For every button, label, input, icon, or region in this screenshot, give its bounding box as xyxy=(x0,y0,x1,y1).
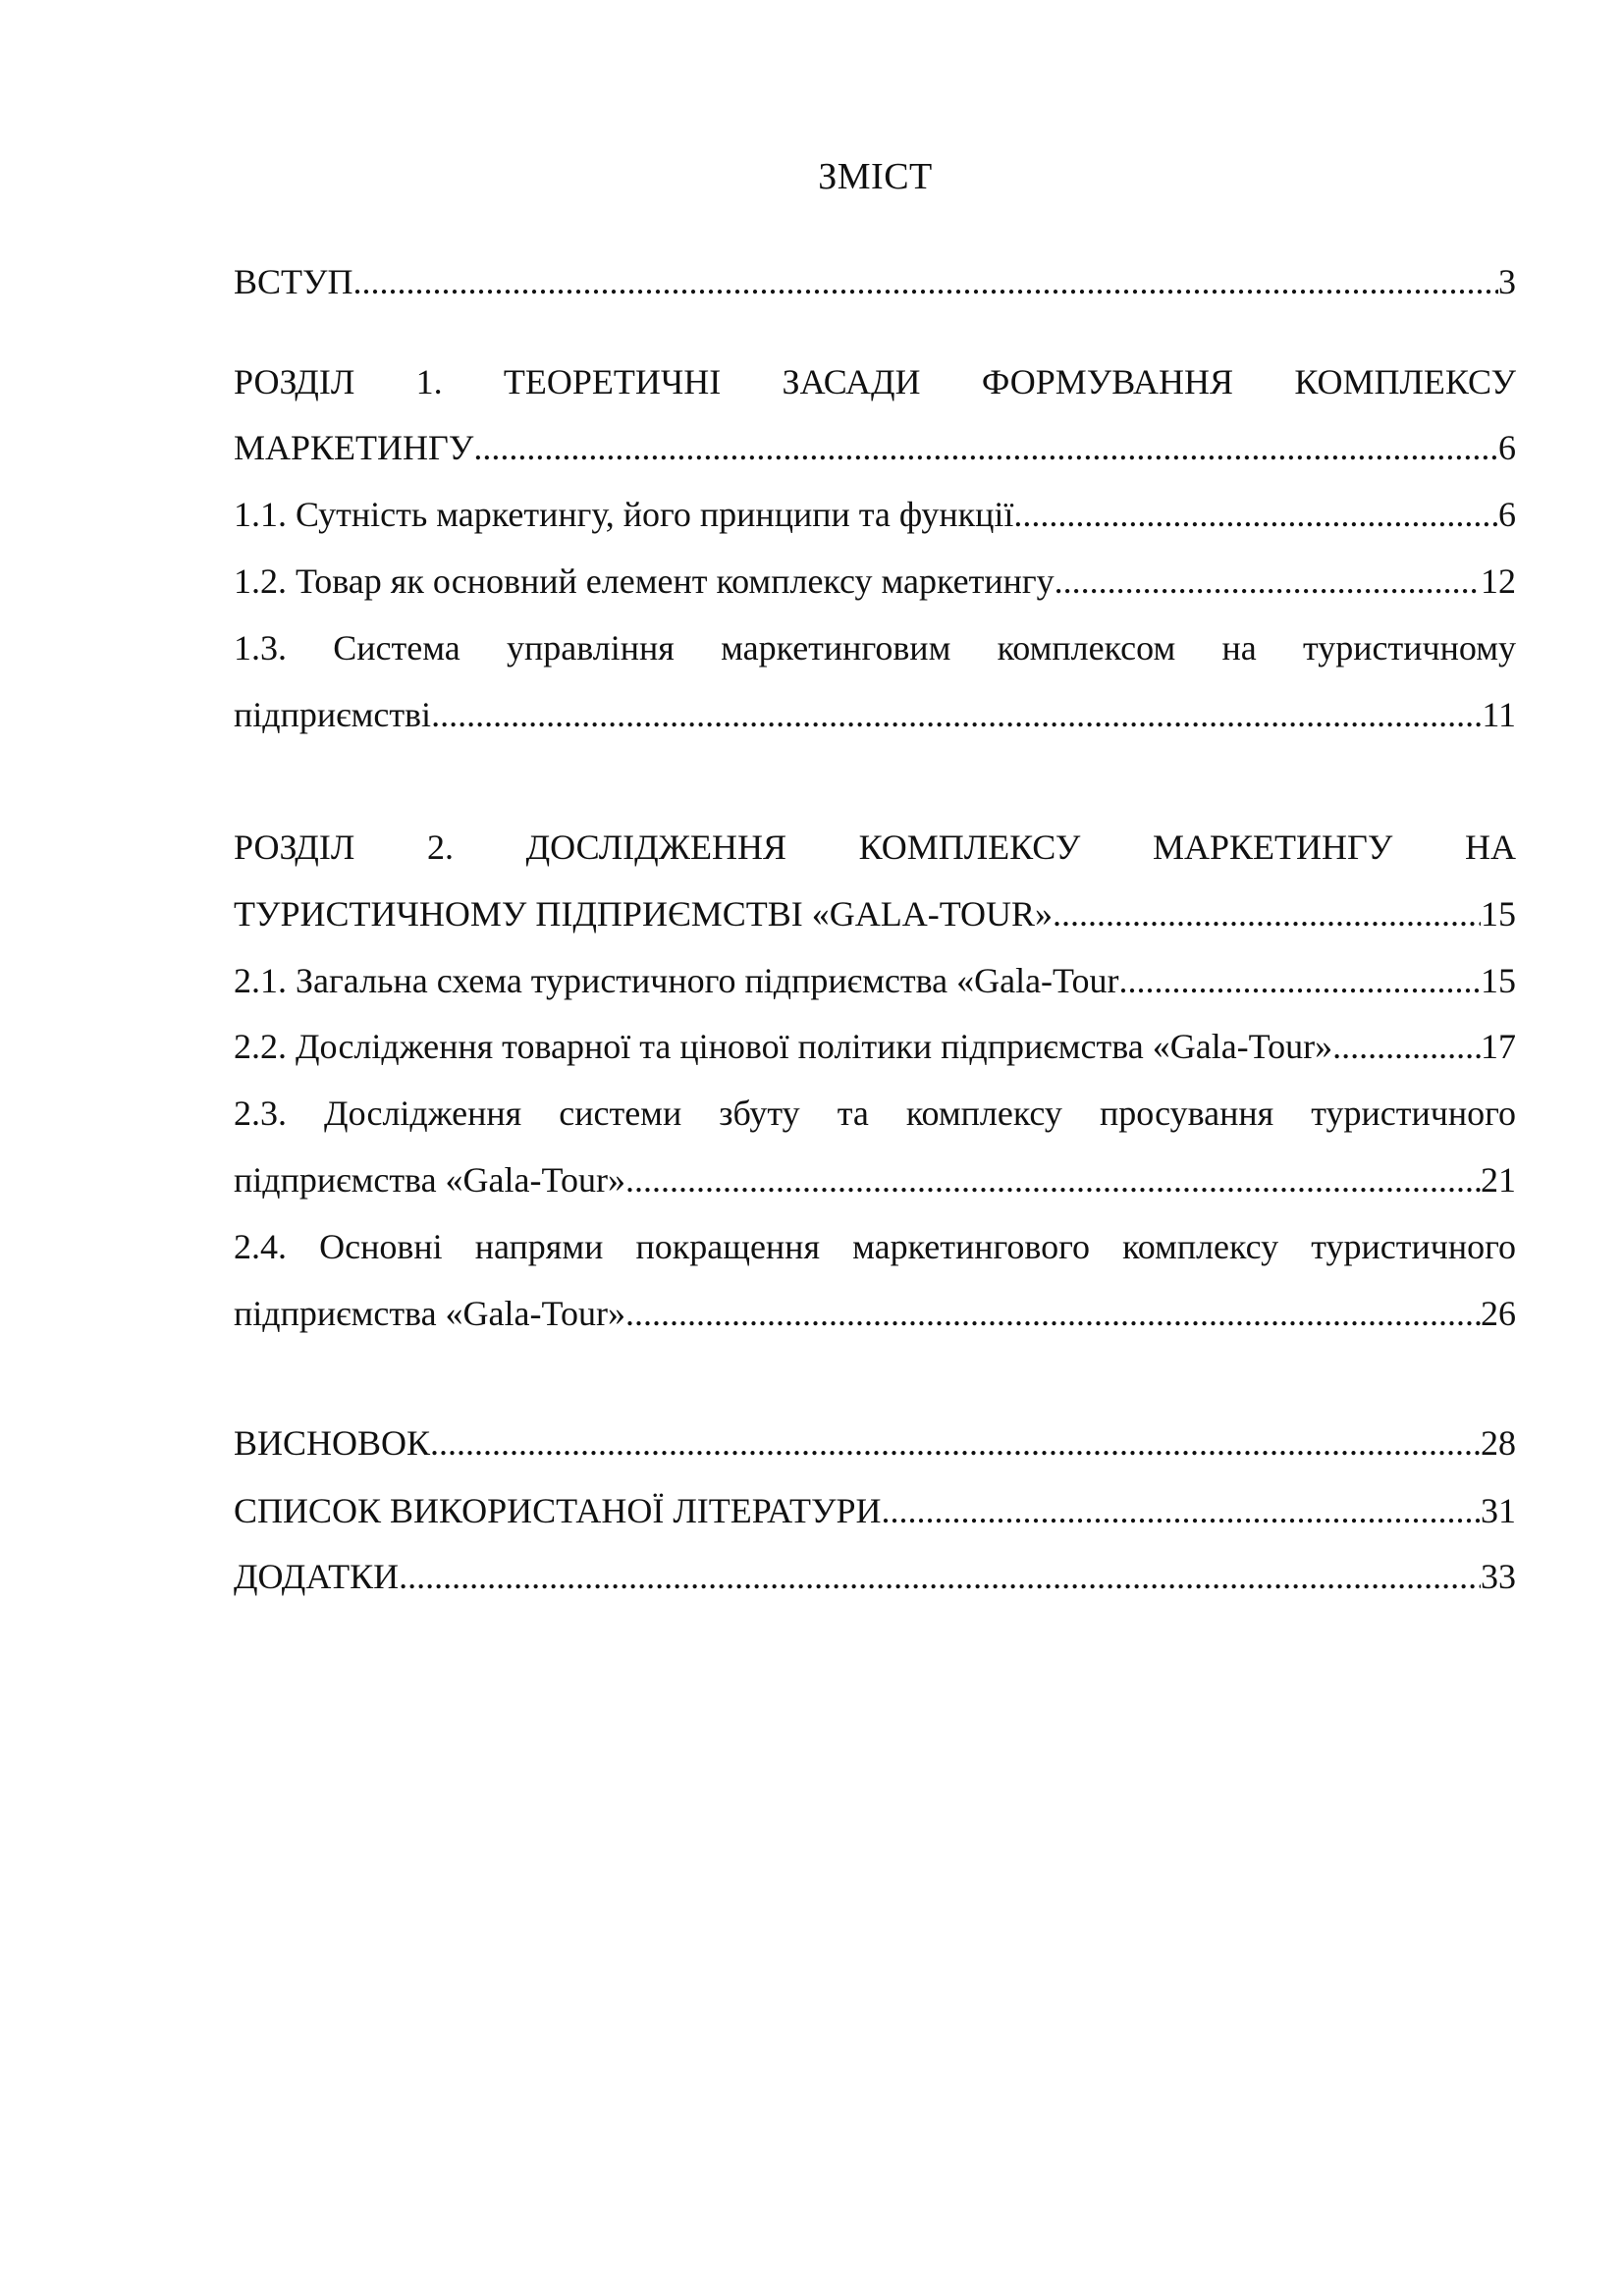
dot-leader xyxy=(431,690,1482,739)
toc-entry-section-1-3-line2[interactable] xyxy=(234,690,1516,739)
toc-entry-section-2-3-line1[interactable]: 2.3. Дослідження системи збуту та комплексу просування туристичного xyxy=(234,1094,1516,1133)
toc-page-number: 33 xyxy=(1481,1557,1516,1596)
dot-leader xyxy=(625,1155,1481,1204)
toc-page-number: 31 xyxy=(1481,1491,1516,1530)
toc-entry-chapter1-line2[interactable] xyxy=(234,423,1516,472)
dot-leader xyxy=(430,1418,1481,1468)
toc-page-number: 11 xyxy=(1482,695,1516,734)
toc-entry-text: 2.2. Дослідження товарної та цінової політики підприємства «Gala-Tour» xyxy=(234,1027,1333,1066)
toc-page-number: 6 xyxy=(1498,428,1516,467)
dot-leader xyxy=(399,1552,1481,1601)
toc-entry-conclusion[interactable] xyxy=(234,1418,1516,1468)
toc-entry-text: ДОДАТКИ xyxy=(234,1557,400,1596)
dot-leader xyxy=(473,423,1498,472)
toc-entry-section-1-2[interactable] xyxy=(234,557,1516,606)
toc-entry-text: підприємстві xyxy=(234,695,432,734)
toc-entry-text: МАРКЕТИНГУ xyxy=(234,428,474,467)
toc-page-number: 15 xyxy=(1481,894,1516,934)
toc-entry-text: ТУРИСТИЧНОМУ ПІДПРИЄМСТВІ «GALA-TOUR» xyxy=(234,894,1054,934)
toc-entry-section-2-4-line2[interactable] xyxy=(234,1289,1516,1338)
toc-entry-text: 2.1. Загальна схема туристичного підприємства «Gala-Tour xyxy=(234,961,1119,1000)
toc-entry-chapter1-line1[interactable]: РОЗДІЛ 1. ТЕОРЕТИЧНІ ЗАСАДИ ФОРМУВАННЯ КОМПЛЕКСУ xyxy=(234,362,1516,401)
toc-entry-text: 1.2. Товар як основний елемент комплексу маркетингу xyxy=(234,561,1055,601)
toc-entry-section-2-3-line2[interactable] xyxy=(234,1155,1516,1204)
toc-entry-section-1-3-line1[interactable]: 1.3. Система управління маркетинговим комплексом на туристичному xyxy=(234,628,1516,667)
toc-page-number: 6 xyxy=(1498,495,1516,534)
toc-entry-section-1-1[interactable] xyxy=(234,490,1516,539)
dot-leader xyxy=(1013,490,1498,539)
toc-page-number: 15 xyxy=(1481,961,1516,1000)
dot-leader xyxy=(625,1289,1481,1338)
toc-title: ЗМІСТ xyxy=(818,156,933,197)
toc-entry-section-2-1[interactable] xyxy=(234,956,1516,1005)
dot-leader xyxy=(1055,557,1481,606)
toc-entry-section-2-4-line1[interactable]: 2.4. Основні напрями покращення маркетингового комплексу туристичного xyxy=(234,1227,1516,1266)
dot-leader xyxy=(1053,889,1481,938)
dot-leader xyxy=(1119,956,1481,1005)
toc-entry-chapter2-line2[interactable] xyxy=(234,889,1516,938)
toc-entry-intro[interactable] xyxy=(234,257,1516,306)
toc-page-number: 28 xyxy=(1481,1423,1516,1463)
dot-leader xyxy=(353,257,1499,306)
toc-page-number: 3 xyxy=(1498,262,1516,301)
toc-page-number: 12 xyxy=(1481,561,1516,601)
toc-page-number: 21 xyxy=(1481,1160,1516,1200)
toc-entry-chapter2-line1[interactable]: РОЗДІЛ 2. ДОСЛІДЖЕННЯ КОМПЛЕКСУ МАРКЕТИНГУ НА xyxy=(234,828,1516,867)
toc-entry-text: підприємства «Gala-Tour» xyxy=(234,1294,625,1333)
dot-leader xyxy=(1332,1022,1481,1071)
toc-entry-text: 1.1. Сутність маркетингу, його принципи та функції xyxy=(234,495,1014,534)
toc-page-number: 17 xyxy=(1481,1027,1516,1066)
toc-entry-references[interactable] xyxy=(234,1486,1516,1535)
toc-entry-appendix[interactable] xyxy=(234,1552,1516,1601)
toc-page-number: 26 xyxy=(1481,1294,1516,1333)
toc-entry-section-2-2[interactable] xyxy=(234,1022,1516,1071)
toc-entry-text: ВИСНОВОК xyxy=(234,1423,431,1463)
toc-entry-text: підприємства «Gala-Tour» xyxy=(234,1160,625,1200)
dot-leader xyxy=(882,1486,1482,1535)
toc-entry-text: СПИСОК ВИКОРИСТАНОЇ ЛІТЕРАТУРИ xyxy=(234,1491,882,1530)
toc-entry-text: ВСТУП xyxy=(234,262,353,301)
